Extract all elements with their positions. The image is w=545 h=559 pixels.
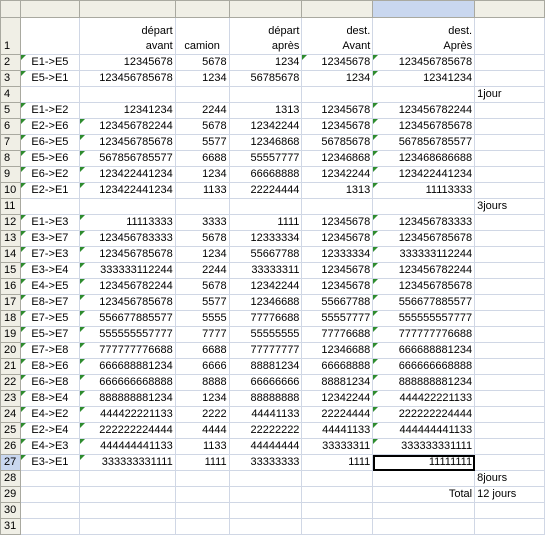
cell-a21[interactable]: E8->E6 [20, 359, 79, 375]
cell-g22[interactable] [475, 375, 545, 391]
cell-f7[interactable]: 567856785577 [373, 135, 475, 151]
cell-b29[interactable] [79, 487, 175, 503]
table-row [1, 119, 545, 135]
cell-c26[interactable]: 1133 [175, 439, 229, 455]
cell-a28[interactable] [20, 471, 79, 487]
cell-a1[interactable] [20, 18, 79, 55]
cell-g14[interactable] [475, 247, 545, 263]
cell-a24[interactable]: E4->E2 [20, 407, 79, 423]
cell-d28[interactable] [229, 471, 302, 487]
cell-f20[interactable]: 666688881234 [373, 343, 475, 359]
row-header-2[interactable]: 2 [1, 55, 21, 71]
cell-g15[interactable] [475, 263, 545, 279]
cell-d14[interactable]: 55667788 [229, 247, 302, 263]
cell-g24[interactable] [475, 407, 545, 423]
cell-f23[interactable]: 444422221133 [373, 391, 475, 407]
cell-d1[interactable] [229, 18, 302, 55]
cell-c19[interactable]: 7777 [175, 327, 229, 343]
cell-f10[interactable]: 11113333 [373, 183, 475, 199]
cell-c30[interactable] [175, 503, 229, 519]
cell-e24[interactable]: 22224444 [302, 407, 373, 423]
cell-g2[interactable] [475, 55, 545, 71]
cell-a23[interactable]: E8->E4 [20, 391, 79, 407]
cell-f31[interactable] [373, 519, 475, 535]
cell-e3[interactable]: 1234 [302, 71, 373, 87]
cell-f14[interactable]: 333333112244 [373, 247, 475, 263]
cell-a15[interactable]: E3->E4 [20, 263, 79, 279]
cell-e31[interactable] [302, 519, 373, 535]
table-row [1, 183, 545, 199]
cell-f22[interactable]: 888888881234 [373, 375, 475, 391]
cell-d22[interactable]: 66666666 [229, 375, 302, 391]
cell-a2[interactable]: E1->E5 [20, 55, 79, 71]
cell-a6[interactable]: E2->E6 [20, 119, 79, 135]
cell-e13[interactable]: 12345678 [302, 231, 373, 247]
cell-b10[interactable]: 123422441234 [79, 183, 175, 199]
cell-e29[interactable] [302, 487, 373, 503]
cell-b25[interactable]: 222222224444 [79, 423, 175, 439]
row-header-19[interactable]: 19 [1, 327, 21, 343]
cell-c2[interactable]: 5678 [175, 55, 229, 71]
cell-e11[interactable] [302, 199, 373, 215]
cell-b23[interactable]: 888888881234 [79, 391, 175, 407]
cell-g7[interactable] [475, 135, 545, 151]
cell-c29[interactable] [175, 487, 229, 503]
cell-d6[interactable]: 12342244 [229, 119, 302, 135]
row-header-26[interactable]: 26 [1, 439, 21, 455]
cell-g10[interactable] [475, 183, 545, 199]
cell-g3[interactable] [475, 71, 545, 87]
row-header-22[interactable]: 22 [1, 375, 21, 391]
row-header-31[interactable]: 31 [1, 519, 21, 535]
row-header-6[interactable]: 6 [1, 119, 21, 135]
cell-b3[interactable]: 123456785678 [79, 71, 175, 87]
cell-a26[interactable]: E4->E3 [20, 439, 79, 455]
cell-a31[interactable] [20, 519, 79, 535]
cell-a16[interactable]: E4->E5 [20, 279, 79, 295]
cell-d24[interactable]: 44441133 [229, 407, 302, 423]
row-header-5[interactable]: 5 [1, 103, 21, 119]
cell-c24[interactable]: 2222 [175, 407, 229, 423]
cell-c9[interactable]: 1234 [175, 167, 229, 183]
cell-c7[interactable]: 5577 [175, 135, 229, 151]
cell-c20[interactable]: 6688 [175, 343, 229, 359]
cell-g5[interactable] [475, 103, 545, 119]
cell-c1[interactable] [175, 18, 229, 55]
cell-e7[interactable]: 56785678 [302, 135, 373, 151]
cell-a20[interactable]: E7->E8 [20, 343, 79, 359]
cell-c10[interactable]: 1133 [175, 183, 229, 199]
cell-d26[interactable]: 44444444 [229, 439, 302, 455]
table-row [1, 279, 545, 295]
row-header-20[interactable]: 20 [1, 343, 21, 359]
row-header-24[interactable]: 24 [1, 407, 21, 423]
cell-g18[interactable] [475, 311, 545, 327]
cell-f15[interactable]: 123456782244 [373, 263, 475, 279]
cell-e6[interactable]: 12345678 [302, 119, 373, 135]
cell-c15[interactable]: 2244 [175, 263, 229, 279]
cell-b24[interactable]: 444422221133 [79, 407, 175, 423]
cell-b12[interactable]: 11113333 [79, 215, 175, 231]
row-header-7[interactable]: 7 [1, 135, 21, 151]
table-row [1, 423, 545, 439]
cell-c17[interactable]: 5577 [175, 295, 229, 311]
table-row [1, 311, 545, 327]
column-header-f[interactable] [373, 1, 475, 18]
cell-a5[interactable]: E1->E2 [20, 103, 79, 119]
cell-e8[interactable]: 12346868 [302, 151, 373, 167]
cell-b26[interactable]: 444444441133 [79, 439, 175, 455]
cell-e27[interactable]: 1111 [302, 455, 373, 471]
header-cell-line: camion [184, 40, 220, 52]
cell-e9[interactable]: 12342244 [302, 167, 373, 183]
cell-g9[interactable] [475, 167, 545, 183]
cell-e10[interactable]: 1313 [302, 183, 373, 199]
cell-b31[interactable] [79, 519, 175, 535]
table-row [1, 439, 545, 455]
cell-e22[interactable]: 88881234 [302, 375, 373, 391]
cell-b4[interactable] [79, 87, 175, 103]
cell-a8[interactable]: E5->E6 [20, 151, 79, 167]
cell-a10[interactable]: E2->E1 [20, 183, 79, 199]
cell-c25[interactable]: 4444 [175, 423, 229, 439]
column-header-d[interactable] [229, 1, 302, 18]
cell-d16[interactable]: 12342244 [229, 279, 302, 295]
cell-b14[interactable]: 123456785678 [79, 247, 175, 263]
table-row [1, 247, 545, 263]
cell-f21[interactable]: 666666668888 [373, 359, 475, 375]
cell-e25[interactable]: 44441133 [302, 423, 373, 439]
cell-c13[interactable]: 5678 [175, 231, 229, 247]
table-row [1, 18, 545, 55]
cell-f4[interactable] [373, 87, 475, 103]
cell-e17[interactable]: 55667788 [302, 295, 373, 311]
cell-e20[interactable]: 12346688 [302, 343, 373, 359]
cell-d7[interactable]: 12346868 [229, 135, 302, 151]
cell-a12[interactable]: E1->E3 [20, 215, 79, 231]
cell-c3[interactable]: 1234 [175, 71, 229, 87]
row-header-4[interactable]: 4 [1, 87, 21, 103]
header-cell-line: dest. [346, 25, 371, 37]
cell-d17[interactable]: 12346688 [229, 295, 302, 311]
cell-b9[interactable]: 123422441234 [79, 167, 175, 183]
cell-g21[interactable] [475, 359, 545, 375]
column-header-g[interactable] [475, 1, 545, 18]
cell-b20[interactable]: 777777776688 [79, 343, 175, 359]
table-row [1, 391, 545, 407]
cell-b7[interactable]: 123456785678 [79, 135, 175, 151]
cell-c16[interactable]: 5678 [175, 279, 229, 295]
cell-e26[interactable]: 33333311 [302, 439, 373, 455]
cell-f8[interactable]: 123468686688 [373, 151, 475, 167]
cell-d4[interactable] [229, 87, 302, 103]
cell-c6[interactable]: 5678 [175, 119, 229, 135]
cell-f19[interactable]: 777777776688 [373, 327, 475, 343]
row-header-16[interactable]: 16 [1, 279, 21, 295]
cell-b11[interactable] [79, 199, 175, 215]
cell-c31[interactable] [175, 519, 229, 535]
table-row [1, 471, 545, 487]
cell-c8[interactable]: 6688 [175, 151, 229, 167]
cell-b16[interactable]: 123456782244 [79, 279, 175, 295]
cell-c14[interactable]: 1234 [175, 247, 229, 263]
table-row [1, 215, 545, 231]
cell-e1[interactable] [302, 18, 373, 55]
cell-c23[interactable]: 1234 [175, 391, 229, 407]
cell-d30[interactable] [229, 503, 302, 519]
cell-f30[interactable] [373, 503, 475, 519]
cell-c28[interactable] [175, 471, 229, 487]
cell-d5[interactable]: 1313 [229, 103, 302, 119]
cell-b5[interactable]: 12341234 [79, 103, 175, 119]
cell-g11[interactable]: 3jours [475, 199, 545, 215]
cell-a17[interactable]: E8->E7 [20, 295, 79, 311]
cell-a9[interactable]: E6->E2 [20, 167, 79, 183]
cell-g25[interactable] [475, 423, 545, 439]
row-header-1[interactable]: 1 [1, 18, 21, 55]
cell-a13[interactable]: E3->E7 [20, 231, 79, 247]
table-row [1, 55, 545, 71]
cell-e21[interactable]: 66668888 [302, 359, 373, 375]
cell-d15[interactable]: 33333311 [229, 263, 302, 279]
cell-g6[interactable] [475, 119, 545, 135]
cell-f9[interactable]: 123422441234 [373, 167, 475, 183]
row-header-15[interactable]: 15 [1, 263, 21, 279]
cell-d12[interactable]: 1111 [229, 215, 302, 231]
cell-d21[interactable]: 88881234 [229, 359, 302, 375]
cell-d31[interactable] [229, 519, 302, 535]
table-row [1, 359, 545, 375]
cell-g13[interactable] [475, 231, 545, 247]
table-row [1, 151, 545, 167]
cell-c18[interactable]: 5555 [175, 311, 229, 327]
cell-g17[interactable] [475, 295, 545, 311]
cell-a4[interactable] [20, 87, 79, 103]
header-cell-line: départ [141, 25, 173, 37]
table-row [1, 407, 545, 423]
cell-a14[interactable]: E7->E3 [20, 247, 79, 263]
cell-g26[interactable] [475, 439, 545, 455]
cell-f12[interactable]: 123456783333 [373, 215, 475, 231]
cell-a19[interactable]: E5->E7 [20, 327, 79, 343]
cell-f27[interactable]: 11111111 [373, 455, 475, 471]
cell-g1[interactable] [475, 18, 545, 55]
table-row [1, 87, 545, 103]
cell-c4[interactable] [175, 87, 229, 103]
cell-c21[interactable]: 6666 [175, 359, 229, 375]
cell-c27[interactable]: 1111 [175, 455, 229, 471]
cell-d8[interactable]: 55557777 [229, 151, 302, 167]
cell-a30[interactable] [20, 503, 79, 519]
cell-e18[interactable]: 55557777 [302, 311, 373, 327]
table-row [1, 455, 545, 471]
cell-d9[interactable]: 66668888 [229, 167, 302, 183]
cell-b21[interactable]: 666688881234 [79, 359, 175, 375]
cell-b2[interactable]: 12345678 [79, 55, 175, 71]
cell-c5[interactable]: 2244 [175, 103, 229, 119]
cell-f26[interactable]: 333333331111 [373, 439, 475, 455]
cell-d2[interactable]: 1234 [229, 55, 302, 71]
cell-a27[interactable]: E3->E1 [20, 455, 79, 471]
cell-g16[interactable] [475, 279, 545, 295]
row-header-30[interactable]: 30 [1, 503, 21, 519]
cell-a29[interactable] [20, 487, 79, 503]
table-row [1, 71, 545, 87]
cell-a18[interactable]: E7->E5 [20, 311, 79, 327]
cell-b27[interactable]: 333333331111 [79, 455, 175, 471]
cell-a3[interactable]: E5->E1 [20, 71, 79, 87]
column-header-b[interactable] [79, 1, 175, 18]
table-row [1, 231, 545, 247]
cell-b28[interactable] [79, 471, 175, 487]
cell-g28[interactable]: 8jours [475, 471, 545, 487]
row-header-29[interactable]: 29 [1, 487, 21, 503]
cell-g12[interactable] [475, 215, 545, 231]
cell-d18[interactable]: 77776688 [229, 311, 302, 327]
cell-d3[interactable]: 56785678 [229, 71, 302, 87]
cell-b22[interactable]: 666666668888 [79, 375, 175, 391]
cell-d25[interactable]: 22222222 [229, 423, 302, 439]
cell-b8[interactable]: 567856785577 [79, 151, 175, 167]
cell-d23[interactable]: 88888888 [229, 391, 302, 407]
cell-f29[interactable]: Total [373, 487, 475, 503]
cell-b1[interactable] [79, 18, 175, 55]
cell-f11[interactable] [373, 199, 475, 215]
cell-e23[interactable]: 12342244 [302, 391, 373, 407]
cell-g23[interactable] [475, 391, 545, 407]
column-header-c[interactable] [175, 1, 229, 18]
cell-f5[interactable]: 123456782244 [373, 103, 475, 119]
cell-f16[interactable]: 123456785678 [373, 279, 475, 295]
table-row [1, 295, 545, 311]
cell-g19[interactable] [475, 327, 545, 343]
cell-f18[interactable]: 555555557777 [373, 311, 475, 327]
cell-c11[interactable] [175, 199, 229, 215]
cell-a25[interactable]: E2->E4 [20, 423, 79, 439]
row-header-17[interactable]: 17 [1, 295, 21, 311]
cell-a7[interactable]: E6->E5 [20, 135, 79, 151]
cell-g27[interactable] [475, 455, 545, 471]
cell-f17[interactable]: 556677885577 [373, 295, 475, 311]
cell-g30[interactable] [475, 503, 545, 519]
cell-e4[interactable] [302, 87, 373, 103]
cell-d27[interactable]: 33333333 [229, 455, 302, 471]
row-header-10[interactable]: 10 [1, 183, 21, 199]
table-row [1, 263, 545, 279]
header-cell-line: départ [268, 25, 300, 37]
cell-e15[interactable]: 12345678 [302, 263, 373, 279]
cell-b18[interactable]: 556677885577 [79, 311, 175, 327]
select-all-corner[interactable] [1, 1, 21, 18]
cell-f24[interactable]: 222222224444 [373, 407, 475, 423]
cell-b6[interactable]: 123456782244 [79, 119, 175, 135]
row-header-18[interactable]: 18 [1, 311, 21, 327]
row-header-14[interactable]: 14 [1, 247, 21, 263]
cell-g31[interactable] [475, 519, 545, 535]
cell-b30[interactable] [79, 503, 175, 519]
row-header-28[interactable]: 28 [1, 471, 21, 487]
row-header-9[interactable]: 9 [1, 167, 21, 183]
cell-d11[interactable] [229, 199, 302, 215]
column-header-row [1, 1, 545, 18]
cell-b17[interactable]: 123456785678 [79, 295, 175, 311]
table-row [1, 199, 545, 215]
cell-a22[interactable]: E6->E8 [20, 375, 79, 391]
row-header-27[interactable]: 27 [1, 455, 21, 471]
cell-c12[interactable]: 3333 [175, 215, 229, 231]
cell-g4[interactable]: 1jour [475, 87, 545, 103]
header-cell-line: dest. [448, 25, 473, 37]
cell-d10[interactable]: 22224444 [229, 183, 302, 199]
column-header-a[interactable] [20, 1, 79, 18]
header-cell-line: avant [145, 40, 173, 52]
cell-b13[interactable]: 123456783333 [79, 231, 175, 247]
row-header-23[interactable]: 23 [1, 391, 21, 407]
cell-f13[interactable]: 123456785678 [373, 231, 475, 247]
table-row [1, 487, 545, 503]
header-cell-line: après [271, 40, 300, 52]
table-row [1, 375, 545, 391]
cell-d20[interactable]: 77777777 [229, 343, 302, 359]
cell-c22[interactable]: 8888 [175, 375, 229, 391]
cell-g8[interactable] [475, 151, 545, 167]
cell-g29[interactable]: 12 jours [475, 487, 545, 503]
table-row [1, 103, 545, 119]
row-header-8[interactable]: 8 [1, 151, 21, 167]
cell-b19[interactable]: 555555557777 [79, 327, 175, 343]
cell-f2[interactable]: 123456785678 [373, 55, 475, 71]
cell-e5[interactable]: 12345678 [302, 103, 373, 119]
cell-g20[interactable] [475, 343, 545, 359]
cell-e14[interactable]: 12333334 [302, 247, 373, 263]
cell-d19[interactable]: 55555555 [229, 327, 302, 343]
cell-d29[interactable] [229, 487, 302, 503]
cell-b15[interactable]: 333333112244 [79, 263, 175, 279]
row-header-12[interactable]: 12 [1, 215, 21, 231]
table-row [1, 327, 545, 343]
cell-f3[interactable]: 12341234 [373, 71, 475, 87]
cell-e19[interactable]: 77776688 [302, 327, 373, 343]
cell-e28[interactable] [302, 471, 373, 487]
header-cell-line: Après [443, 40, 473, 52]
row-header-25[interactable]: 25 [1, 423, 21, 439]
header-cell-line: Avant [342, 40, 371, 52]
cell-f6[interactable]: 123456785678 [373, 119, 475, 135]
cell-e30[interactable] [302, 503, 373, 519]
cell-e12[interactable]: 12345678 [302, 215, 373, 231]
table-row [1, 167, 545, 183]
cell-e2[interactable]: 12345678 [302, 55, 373, 71]
table-row [1, 343, 545, 359]
table-row [1, 519, 545, 535]
cell-f28[interactable] [373, 471, 475, 487]
table-row [1, 503, 545, 519]
row-header-3[interactable]: 3 [1, 71, 21, 87]
row-header-21[interactable]: 21 [1, 359, 21, 375]
cell-f1[interactable] [373, 18, 475, 55]
column-header-e[interactable] [302, 1, 373, 18]
cell-f25[interactable]: 444444441133 [373, 423, 475, 439]
cell-a11[interactable] [20, 199, 79, 215]
cell-d13[interactable]: 12333334 [229, 231, 302, 247]
table-row [1, 135, 545, 151]
row-header-13[interactable]: 13 [1, 231, 21, 247]
cell-e16[interactable]: 12345678 [302, 279, 373, 295]
row-header-11[interactable]: 11 [1, 199, 21, 215]
